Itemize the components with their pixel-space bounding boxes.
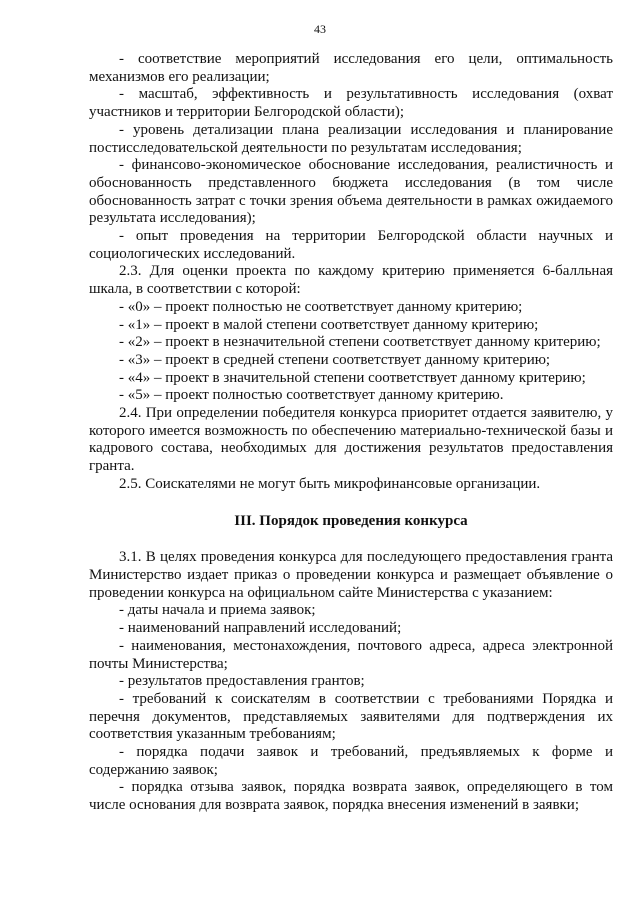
paragraph-2-5-exclusion: 2.5. Соискателями не могут быть микрофинансовые организации. — [119, 475, 541, 492]
section-heading: III. Порядок проведения конкурса — [234, 512, 468, 529]
paragraph-criterion-goal-alignment: - соответствие мероприятий исследования его цели, оптимальность механизмов его реализации; — [89, 51, 613, 85]
paragraph-item-contacts: - наименования, местонахождения, почтового адреса, адреса электронной почты Министерства; — [89, 637, 613, 672]
document-body — [89, 51, 613, 815]
paragraph-score-0: - «0» – проект полностью не соответствует данному критерию; — [119, 298, 523, 315]
paragraph-criterion-budget: - финансово-экономическое обоснование исследования, реалистичность и обоснованность представленного бюджета исследования (в том числе обоснованность затрат с точки зрения объема деятельности в рамках ожидаемого результата исследования); — [89, 157, 613, 227]
page-number: 43 — [314, 22, 326, 36]
paragraph-2-4-priority: 2.4. При определении победителя конкурса приоритет отдается заявителю, у которого имеется возможность по обеспечению материально-технической базы и кадрового состава, необходимых для достижения результатов предоставления гранта. — [89, 405, 613, 475]
paragraph-item-directions: - наименований направлений исследований; — [119, 620, 402, 637]
paragraph-2-3-scale: 2.3. Для оценки проекта по каждому критерию применяется 6-балльная шкала, в соответствии с которой: — [89, 263, 613, 298]
paragraph-3-1-announcement: 3.1. В целях проведения конкурса для последующего предоставления гранта Министерство издает приказ о проведении конкурса и размещает объявление о проведении конкурса на официальном сайте Министерства с указанием: — [89, 549, 613, 601]
paragraph-score-1: - «1» – проект в малой степени соответствует данному критерию; — [119, 316, 539, 333]
paragraph-item-submission: - порядка подачи заявок и требований, предъявляемых к форме и содержанию заявок; — [89, 744, 613, 778]
paragraph-criterion-experience: - опыт проведения на территории Белгородской области научных и социологических исследований. — [89, 228, 613, 262]
paragraph-item-results: - результатов предоставления грантов; — [119, 673, 365, 690]
paragraph-criterion-scale: - масштаб, эффективность и результативность исследования (охват участников и территории Белгородской области); — [89, 86, 613, 121]
paragraph-item-requirements: - требований к соискателям в соответствии с требованиями Порядка и перечня документов, представляемых заявителями для подтверждения их соответствия указанным требованиям; — [89, 690, 613, 743]
paragraph-score-3: - «3» – проект в средней степени соответствует данному критерию; — [119, 351, 551, 368]
paragraph-item-dates: - даты начала и приема заявок; — [119, 602, 316, 619]
paragraph-score-5: - «5» – проект полностью соответствует данному критерию. — [119, 387, 504, 404]
paragraph-criterion-plan-detail: - уровень детализации плана реализации исследования и планирование постисследовательской деятельности по результатам исследования; — [89, 121, 613, 156]
paragraph-item-withdrawal: - порядка отзыва заявок, порядка возврата заявок, определяющего в том числе основания для возврата заявок, порядка внесения изменений в заявки; — [89, 779, 613, 814]
paragraph-score-2: - «2» – проект в незначительной степени соответствует данному критерию; — [119, 334, 601, 351]
paragraph-score-4: - «4» – проект в значительной степени соответствует данному критерию; — [119, 369, 586, 386]
